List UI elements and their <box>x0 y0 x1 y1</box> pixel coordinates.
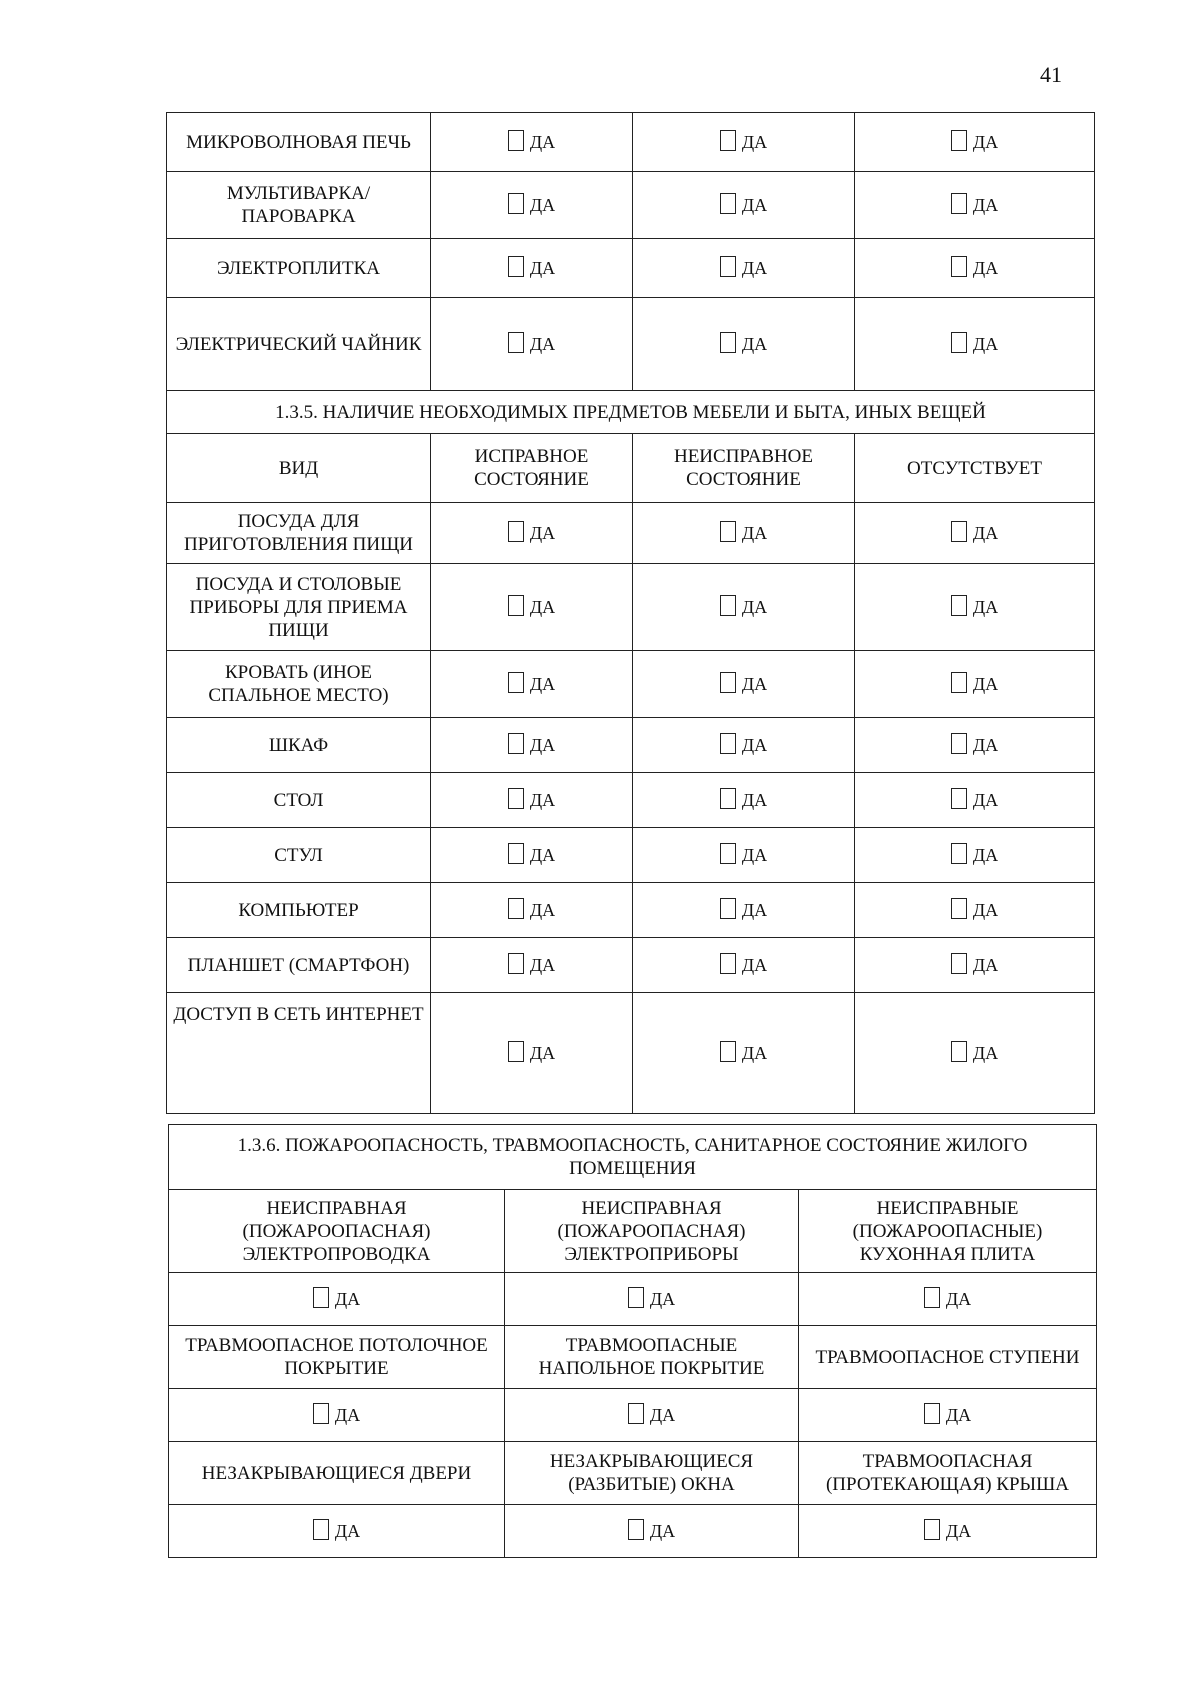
yes-checkbox[interactable] <box>951 521 967 542</box>
row-label: ДОСТУП В СЕТЬ ИНТЕРНЕТ <box>167 993 431 1114</box>
table-row <box>167 651 1095 718</box>
yes-checkbox-cell <box>799 1505 1097 1558</box>
yes-checkbox-cell <box>505 1273 799 1326</box>
table-row <box>167 503 1095 564</box>
yes-checkbox[interactable] <box>313 1519 329 1540</box>
yes-checkbox-cell <box>633 718 855 773</box>
row-label: СТОЛ <box>167 773 431 828</box>
yes-label: ДА <box>972 1043 999 1063</box>
table-row <box>167 239 1095 298</box>
yes-checkbox-cell <box>505 1505 799 1558</box>
yes-label: ДА <box>741 597 768 617</box>
yes-checkbox-cell <box>633 503 855 564</box>
yes-label: ДА <box>741 334 768 354</box>
hazard-label-row <box>169 1326 1097 1389</box>
yes-checkbox-cell <box>855 564 1095 651</box>
yes-label: ДА <box>945 1405 972 1425</box>
row-label: КОМПЬЮТЕР <box>167 883 431 938</box>
yes-checkbox[interactable] <box>924 1403 940 1424</box>
section-row <box>167 391 1095 434</box>
hazard-label: ТРАВМООПАСНОЕ СТУПЕНИ <box>799 1326 1097 1389</box>
yes-checkbox[interactable] <box>951 788 967 809</box>
section-row <box>169 1125 1097 1190</box>
yes-checkbox[interactable] <box>720 1041 736 1062</box>
appliances-and-furniture-table <box>166 112 1095 1114</box>
page-number: 41 <box>1040 62 1062 87</box>
hazard-label: НЕИСПРАВНЫЕ (ПОЖАРООПАСНЫЕ) КУХОННАЯ ПЛИТА <box>799 1190 1097 1273</box>
yes-checkbox-cell <box>431 883 633 938</box>
yes-checkbox-cell <box>633 113 855 172</box>
column-header: НЕИСПРАВНОЕ СОСТОЯНИЕ <box>633 434 855 503</box>
yes-checkbox[interactable] <box>628 1519 644 1540</box>
yes-checkbox[interactable] <box>628 1287 644 1308</box>
row-label: МИКРОВОЛНОВАЯ ПЕЧЬ <box>167 113 431 172</box>
yes-checkbox[interactable] <box>508 256 524 277</box>
hazard-label: НЕИСПРАВНАЯ (ПОЖАРООПАСНАЯ) ЭЛЕКТРОПРИБОРЫ <box>505 1190 799 1273</box>
yes-label: ДА <box>972 674 999 694</box>
yes-checkbox-cell <box>633 239 855 298</box>
yes-checkbox-cell <box>633 883 855 938</box>
fire-safety-table <box>168 1124 1097 1558</box>
column-header: ВИД <box>167 434 431 503</box>
yes-label: ДА <box>529 132 556 152</box>
yes-checkbox[interactable] <box>951 898 967 919</box>
yes-label: ДА <box>649 1405 676 1425</box>
yes-checkbox[interactable] <box>720 521 736 542</box>
yes-checkbox-cell <box>169 1505 505 1558</box>
yes-label: ДА <box>334 1405 361 1425</box>
yes-checkbox-cell <box>633 298 855 391</box>
yes-checkbox-cell <box>431 938 633 993</box>
hazard-label: ТРАВМООПАСНОЕ ПОТОЛОЧНОЕ ПОКРЫТИЕ <box>169 1326 505 1389</box>
yes-checkbox[interactable] <box>951 1041 967 1062</box>
yes-checkbox-cell <box>431 298 633 391</box>
yes-label: ДА <box>972 334 999 354</box>
table-row <box>167 938 1095 993</box>
yes-checkbox[interactable] <box>924 1287 940 1308</box>
row-label: ЭЛЕКТРОПЛИТКА <box>167 239 431 298</box>
column-header: ИСПРАВНОЕ СОСТОЯНИЕ <box>431 434 633 503</box>
yes-checkbox-cell <box>855 993 1095 1114</box>
yes-checkbox-cell <box>855 503 1095 564</box>
yes-label: ДА <box>741 195 768 215</box>
yes-label: ДА <box>529 790 556 810</box>
yes-checkbox[interactable] <box>720 843 736 864</box>
yes-checkbox-cell <box>855 239 1095 298</box>
yes-label: ДА <box>972 900 999 920</box>
yes-checkbox-cell <box>855 172 1095 239</box>
yes-checkbox[interactable] <box>951 953 967 974</box>
yes-label: ДА <box>649 1289 676 1309</box>
table-row <box>167 298 1095 391</box>
hazard-label: ТРАВМООПАСНАЯ (ПРОТЕКАЮЩАЯ) КРЫША <box>799 1442 1097 1505</box>
yes-checkbox[interactable] <box>508 733 524 754</box>
yes-label: ДА <box>741 258 768 278</box>
yes-label: ДА <box>529 900 556 920</box>
yes-checkbox[interactable] <box>951 332 967 353</box>
table-row <box>167 993 1095 1114</box>
yes-checkbox[interactable] <box>720 788 736 809</box>
hazard-checkbox-row <box>169 1505 1097 1558</box>
hazard-label: НЕЗАКРЫВАЮЩИЕСЯ (РАЗБИТЫЕ) ОКНА <box>505 1442 799 1505</box>
table-row <box>167 718 1095 773</box>
yes-label: ДА <box>972 523 999 543</box>
yes-label: ДА <box>972 132 999 152</box>
yes-checkbox-cell <box>633 938 855 993</box>
yes-label: ДА <box>334 1521 361 1541</box>
yes-checkbox-cell <box>855 883 1095 938</box>
yes-label: ДА <box>334 1289 361 1309</box>
yes-checkbox[interactable] <box>720 898 736 919</box>
hazard-checkbox-row <box>169 1273 1097 1326</box>
table-row <box>167 773 1095 828</box>
yes-checkbox[interactable] <box>508 898 524 919</box>
table-row <box>167 172 1095 239</box>
yes-checkbox[interactable] <box>951 843 967 864</box>
yes-label: ДА <box>529 1043 556 1063</box>
yes-checkbox[interactable] <box>951 595 967 616</box>
yes-checkbox-cell <box>431 993 633 1114</box>
row-label: ПЛАНШЕТ (СМАРТФОН) <box>167 938 431 993</box>
yes-label: ДА <box>945 1289 972 1309</box>
yes-label: ДА <box>741 900 768 920</box>
hazard-label: НЕЗАКРЫВАЮЩИЕСЯ ДВЕРИ <box>169 1442 505 1505</box>
yes-label: ДА <box>529 674 556 694</box>
yes-checkbox-cell <box>633 564 855 651</box>
yes-label: ДА <box>741 790 768 810</box>
yes-checkbox-cell <box>431 113 633 172</box>
yes-label: ДА <box>741 132 768 152</box>
yes-label: ДА <box>741 955 768 975</box>
yes-checkbox-cell <box>505 1389 799 1442</box>
row-label: ШКАФ <box>167 718 431 773</box>
yes-label: ДА <box>529 597 556 617</box>
yes-checkbox[interactable] <box>720 256 736 277</box>
yes-label: ДА <box>945 1521 972 1541</box>
table-row <box>167 828 1095 883</box>
yes-checkbox-cell <box>633 651 855 718</box>
yes-checkbox[interactable] <box>508 1041 524 1062</box>
section-title: 1.3.5. НАЛИЧИЕ НЕОБХОДИМЫХ ПРЕДМЕТОВ МЕБЕЛИ И БЫТА, ИНЫХ ВЕЩЕЙ <box>167 391 1095 434</box>
yes-checkbox[interactable] <box>951 733 967 754</box>
row-label: СТУЛ <box>167 828 431 883</box>
yes-label: ДА <box>972 258 999 278</box>
yes-checkbox[interactable] <box>313 1287 329 1308</box>
yes-checkbox[interactable] <box>951 672 967 693</box>
yes-checkbox[interactable] <box>508 788 524 809</box>
yes-label: ДА <box>741 674 768 694</box>
yes-label: ДА <box>529 334 556 354</box>
table-row <box>167 113 1095 172</box>
yes-checkbox[interactable] <box>951 256 967 277</box>
yes-checkbox-cell <box>633 172 855 239</box>
table-row <box>167 883 1095 938</box>
yes-checkbox[interactable] <box>951 193 967 214</box>
yes-label: ДА <box>741 735 768 755</box>
row-label: ЭЛЕКТРИЧЕСКИЙ ЧАЙНИК <box>167 298 431 391</box>
yes-label: ДА <box>741 523 768 543</box>
yes-checkbox-cell <box>855 718 1095 773</box>
yes-checkbox-cell <box>855 938 1095 993</box>
yes-checkbox-cell <box>431 773 633 828</box>
yes-checkbox[interactable] <box>924 1519 940 1540</box>
yes-label: ДА <box>529 523 556 543</box>
yes-label: ДА <box>972 735 999 755</box>
yes-checkbox-cell <box>431 172 633 239</box>
yes-label: ДА <box>741 1043 768 1063</box>
yes-checkbox-cell <box>855 113 1095 172</box>
hazard-checkbox-row <box>169 1389 1097 1442</box>
yes-checkbox[interactable] <box>628 1403 644 1424</box>
yes-checkbox[interactable] <box>508 130 524 151</box>
yes-checkbox[interactable] <box>508 843 524 864</box>
yes-checkbox-cell <box>633 993 855 1114</box>
yes-checkbox[interactable] <box>720 595 736 616</box>
yes-checkbox[interactable] <box>720 332 736 353</box>
yes-checkbox[interactable] <box>508 521 524 542</box>
yes-checkbox-cell <box>431 828 633 883</box>
hazard-label: ТРАВМООПАСНЫЕ НАПОЛЬНОЕ ПОКРЫТИЕ <box>505 1326 799 1389</box>
yes-checkbox[interactable] <box>720 193 736 214</box>
yes-label: ДА <box>529 955 556 975</box>
hazard-label: НЕИСПРАВНАЯ (ПОЖАРООПАСНАЯ) ЭЛЕКТРОПРОВОДКА <box>169 1190 505 1273</box>
yes-checkbox-cell <box>799 1273 1097 1326</box>
yes-checkbox[interactable] <box>508 332 524 353</box>
yes-checkbox-cell <box>855 773 1095 828</box>
yes-label: ДА <box>972 597 999 617</box>
yes-checkbox[interactable] <box>508 193 524 214</box>
yes-label: ДА <box>649 1521 676 1541</box>
yes-label: ДА <box>972 195 999 215</box>
table-row <box>167 564 1095 651</box>
yes-checkbox[interactable] <box>313 1403 329 1424</box>
row-label: МУЛЬТИВАРКА/ПАРОВАРКА <box>167 172 431 239</box>
yes-checkbox[interactable] <box>508 672 524 693</box>
yes-label: ДА <box>529 735 556 755</box>
yes-label: ДА <box>972 790 999 810</box>
yes-checkbox[interactable] <box>508 595 524 616</box>
row-label: ПОСУДА ДЛЯ ПРИГОТОВЛЕНИЯ ПИЩИ <box>167 503 431 564</box>
yes-label: ДА <box>529 195 556 215</box>
yes-checkbox-cell <box>799 1389 1097 1442</box>
row-label: КРОВАТЬ (ИНОЕ СПАЛЬНОЕ МЕСТО) <box>167 651 431 718</box>
yes-label: ДА <box>529 845 556 865</box>
yes-checkbox-cell <box>431 651 633 718</box>
yes-checkbox-cell <box>855 651 1095 718</box>
column-header: ОТСУТСТВУЕТ <box>855 434 1095 503</box>
yes-checkbox-cell <box>431 239 633 298</box>
header-row <box>167 434 1095 503</box>
yes-checkbox-cell <box>431 718 633 773</box>
yes-checkbox-cell <box>431 503 633 564</box>
yes-checkbox[interactable] <box>508 953 524 974</box>
yes-checkbox-cell <box>169 1273 505 1326</box>
yes-checkbox-cell <box>633 828 855 883</box>
yes-checkbox-cell <box>855 828 1095 883</box>
yes-label: ДА <box>972 845 999 865</box>
yes-label: ДА <box>972 955 999 975</box>
yes-checkbox-cell <box>169 1389 505 1442</box>
yes-checkbox[interactable] <box>720 130 736 151</box>
section-title: 1.3.6. ПОЖАРООПАСНОСТЬ, ТРАВМООПАСНОСТЬ, САНИТАРНОЕ СОСТОЯНИЕ ЖИЛОГО ПОМЕЩЕНИЯ <box>169 1125 1097 1190</box>
yes-checkbox[interactable] <box>720 733 736 754</box>
yes-checkbox-cell <box>431 564 633 651</box>
yes-checkbox[interactable] <box>951 130 967 151</box>
yes-label: ДА <box>741 845 768 865</box>
row-label: ПОСУДА И СТОЛОВЫЕ ПРИБОРЫ ДЛЯ ПРИЕМА ПИЩИ <box>167 564 431 651</box>
hazard-label-row <box>169 1190 1097 1273</box>
yes-checkbox[interactable] <box>720 672 736 693</box>
yes-label: ДА <box>529 258 556 278</box>
yes-checkbox-cell <box>633 773 855 828</box>
yes-checkbox[interactable] <box>720 953 736 974</box>
hazard-label-row <box>169 1442 1097 1505</box>
yes-checkbox-cell <box>855 298 1095 391</box>
